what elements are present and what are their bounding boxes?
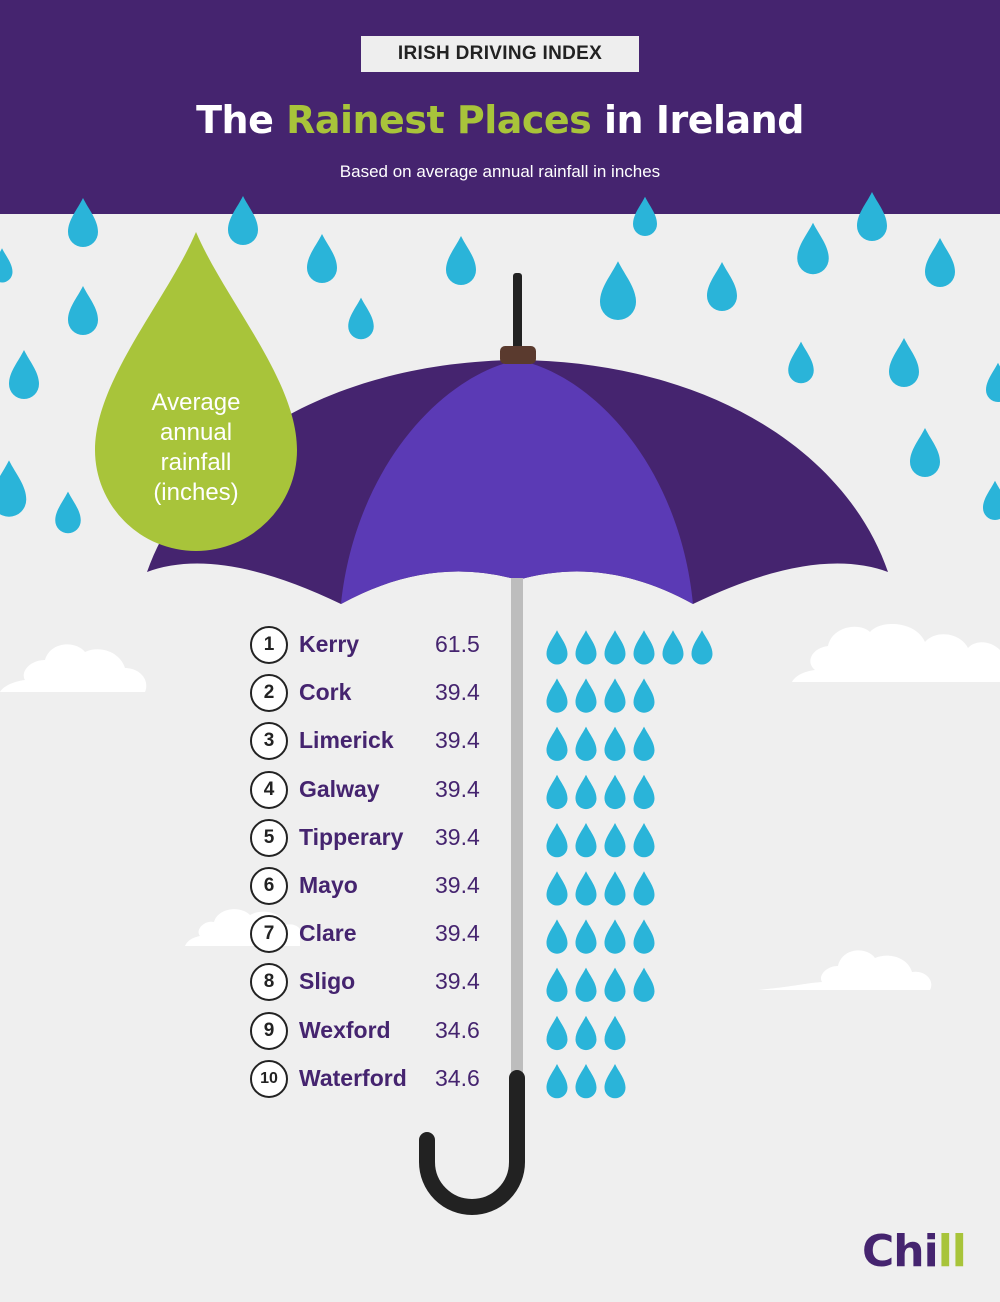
rain-drop-icon <box>307 234 337 283</box>
rain-drop-icon <box>986 363 1000 402</box>
rank-badge: 7 <box>250 915 288 953</box>
title-part-2: in Ireland <box>591 98 804 142</box>
rain-drop-mark <box>634 919 655 953</box>
title-highlight: Rainest Places <box>286 98 592 142</box>
rain-drop-mark <box>634 871 655 905</box>
rain-drop-mark <box>605 919 626 953</box>
rain-drop-mark <box>576 871 597 905</box>
legend-label: Average annual rainfall (inches) <box>151 389 241 506</box>
place-name: Wexford <box>299 1016 391 1043</box>
place-name: Limerick <box>299 727 394 754</box>
place-name: Kerry <box>299 631 360 657</box>
rainfall-value: 39.4 <box>435 775 480 802</box>
rain-drop-icon <box>446 236 476 285</box>
rain-drop-icon <box>910 428 940 477</box>
rain-drop-mark <box>576 630 597 664</box>
title-part-1: The <box>196 98 287 142</box>
rain-drop-mark <box>605 678 626 712</box>
rank-badge: 4 <box>250 771 288 809</box>
rain-drop-icon <box>68 286 98 335</box>
place-name: Galway <box>299 775 380 802</box>
rank-badge: 2 <box>250 674 288 712</box>
rain-drop-mark <box>547 823 568 857</box>
rain-drop-mark <box>605 1064 626 1098</box>
value-drops <box>547 630 713 1098</box>
umbrella-cap <box>500 346 536 364</box>
rain-drop-mark <box>634 727 655 761</box>
rain-drop-mark <box>547 775 568 809</box>
rain-drop-icon <box>857 192 887 241</box>
place-name: Clare <box>299 920 357 947</box>
rain-drop-mark <box>605 630 626 664</box>
place-name: Waterford <box>299 1064 407 1091</box>
rain-drop-mark <box>605 1016 626 1050</box>
rainfall-value: 39.4 <box>435 679 480 706</box>
rank-badge: 3 <box>250 722 288 760</box>
rain-drop-icon <box>925 238 955 287</box>
page-subtitle: Based on average annual rainfall in inches <box>339 162 661 181</box>
rain-drop-mark <box>634 823 655 857</box>
rank-badge: 1 <box>250 626 288 664</box>
umbrella-handle <box>427 1078 517 1207</box>
rain-drop-mark <box>576 727 597 761</box>
rain-drop-mark <box>576 1064 597 1098</box>
rain-drop-icon <box>797 223 829 274</box>
rainfall-value: 61.5 <box>435 631 480 657</box>
rain-drop-mark <box>634 968 655 1002</box>
rainfall-value: 34.6 <box>435 1064 480 1091</box>
rainfall-value: 39.4 <box>435 920 480 947</box>
umbrella-tip <box>513 273 522 353</box>
rainfall-value: 39.4 <box>435 823 480 850</box>
place-name: Mayo <box>299 872 358 898</box>
rain-drop-icon <box>983 481 1000 520</box>
rainfall-value: 39.4 <box>435 968 480 995</box>
rainfall-value: 39.4 <box>435 872 480 898</box>
rain-drop-mark <box>605 775 626 809</box>
rain-drop-mark <box>576 823 597 857</box>
rain-drop-mark <box>605 968 626 1002</box>
rain-drop-mark <box>605 727 626 761</box>
rain-drop-icon <box>633 197 657 236</box>
rain-drop-icon <box>55 492 81 534</box>
rank-badge: 9 <box>250 1012 288 1050</box>
rank-badge: 5 <box>250 819 288 857</box>
rainfall-value: 34.6 <box>435 1016 480 1043</box>
rain-drop-icon <box>600 261 636 320</box>
rain-drop-icon <box>788 342 814 384</box>
rain-drop-mark <box>576 775 597 809</box>
rain-drop-mark <box>547 678 568 712</box>
rain-drop-mark <box>576 678 597 712</box>
rain-drop-mark <box>605 871 626 905</box>
rank-badge: 6 <box>250 867 288 905</box>
rain-drop-mark <box>547 968 568 1002</box>
place-name: Cork <box>299 679 352 706</box>
rain-drop-mark <box>663 630 684 664</box>
rain-drop-icon <box>228 196 258 245</box>
brand-logo <box>862 1226 966 1277</box>
rain-drop-icon <box>348 298 374 340</box>
place-name: Tipperary <box>299 823 404 850</box>
rank-badge: 8 <box>250 963 288 1001</box>
rain-drop-mark <box>547 919 568 953</box>
rain-drop-mark <box>547 871 568 905</box>
rain-drop-mark <box>547 1016 568 1050</box>
index-badge: IRISH DRIVING INDEX <box>361 36 639 72</box>
rain-drop-mark <box>634 678 655 712</box>
cloud-icon <box>0 624 1000 990</box>
rainfall-value: 39.4 <box>435 727 480 754</box>
rain-drop-icon <box>707 262 737 311</box>
rank-badge: 10 <box>250 1060 288 1098</box>
rain-drop-mark <box>576 919 597 953</box>
rain-drop-mark <box>576 1016 597 1050</box>
rain-drop-icon <box>889 338 919 387</box>
umbrella-shaft <box>511 578 523 1078</box>
rain-drop-mark <box>547 1064 568 1098</box>
rain-drop-mark <box>576 968 597 1002</box>
rain-drop-mark <box>634 630 655 664</box>
rain-drop-mark <box>547 630 568 664</box>
rain-drop-mark <box>605 823 626 857</box>
rain-drop-icon <box>68 198 98 247</box>
rain-drop-icon <box>9 350 39 399</box>
rain-drop-mark <box>634 775 655 809</box>
brand-name-end: ll <box>937 1226 966 1277</box>
rain-drop-mark <box>547 727 568 761</box>
place-name: Sligo <box>299 968 356 995</box>
rain-drop-icon <box>0 460 26 516</box>
rain-drop-icon <box>0 248 13 282</box>
brand-name-main: Chi <box>862 1226 938 1277</box>
rain-drop-mark <box>692 630 713 664</box>
